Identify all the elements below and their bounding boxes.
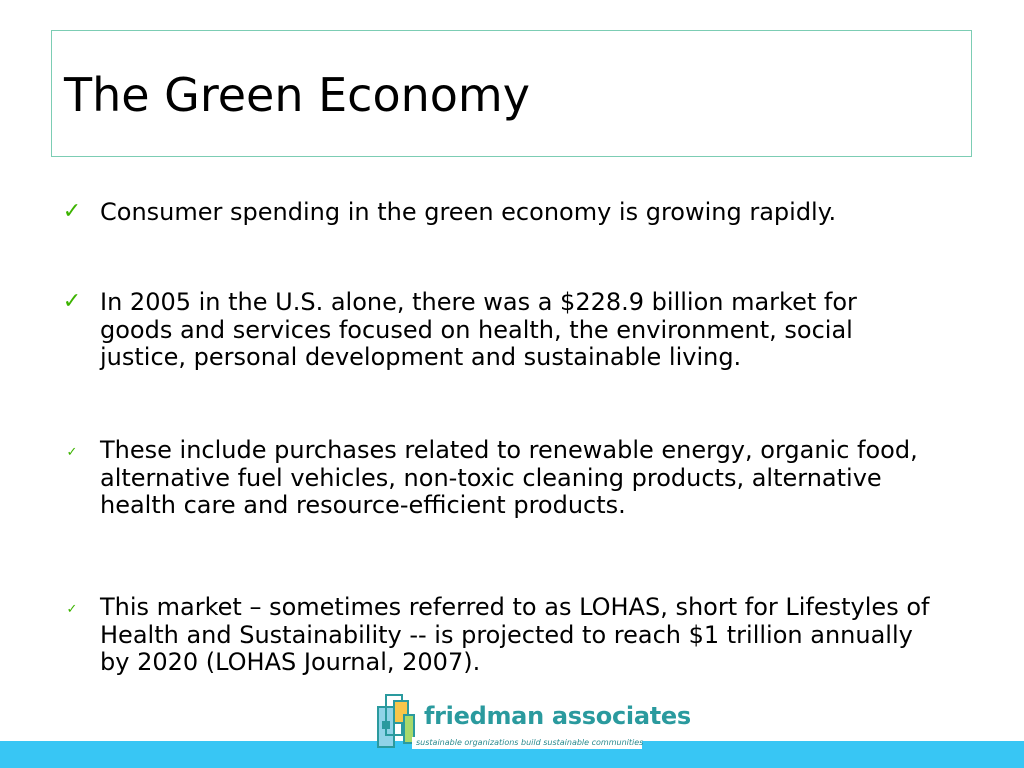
bullet-text: These include purchases related to renewable energy, organic food, alternative fuel vehicles, non-toxic cleaning products, alternative health care and resource-efficient products.: [100, 436, 918, 519]
bullet-text: In 2005 in the U.S. alone, there was a $228.9 billion market for goods and services focused on health, the environment, social justice, personal development and sustainable living.: [100, 288, 857, 371]
checkmark-icon: ✓: [66, 602, 78, 617]
bullet-text: This market – sometimes referred to as LOHAS, short for Lifestyles of Health and Sustainability -- is projected to reach $1 trillion annually by 2020 (LOHAS Journal, 2007).: [100, 593, 930, 676]
slide-title: The Green Economy: [64, 68, 530, 122]
bullet-text: Consumer spending in the green economy is growing rapidly.: [100, 198, 837, 226]
logo-tagline: sustainable organizations build sustainable communities: [412, 737, 642, 749]
logo-name: friedman associates: [424, 702, 691, 730]
checkmark-icon: ✓: [66, 445, 78, 460]
company-logo: [376, 691, 691, 751]
checkmark-icon: ✓: [62, 199, 82, 224]
checkmark-icon: ✓: [62, 289, 82, 314]
